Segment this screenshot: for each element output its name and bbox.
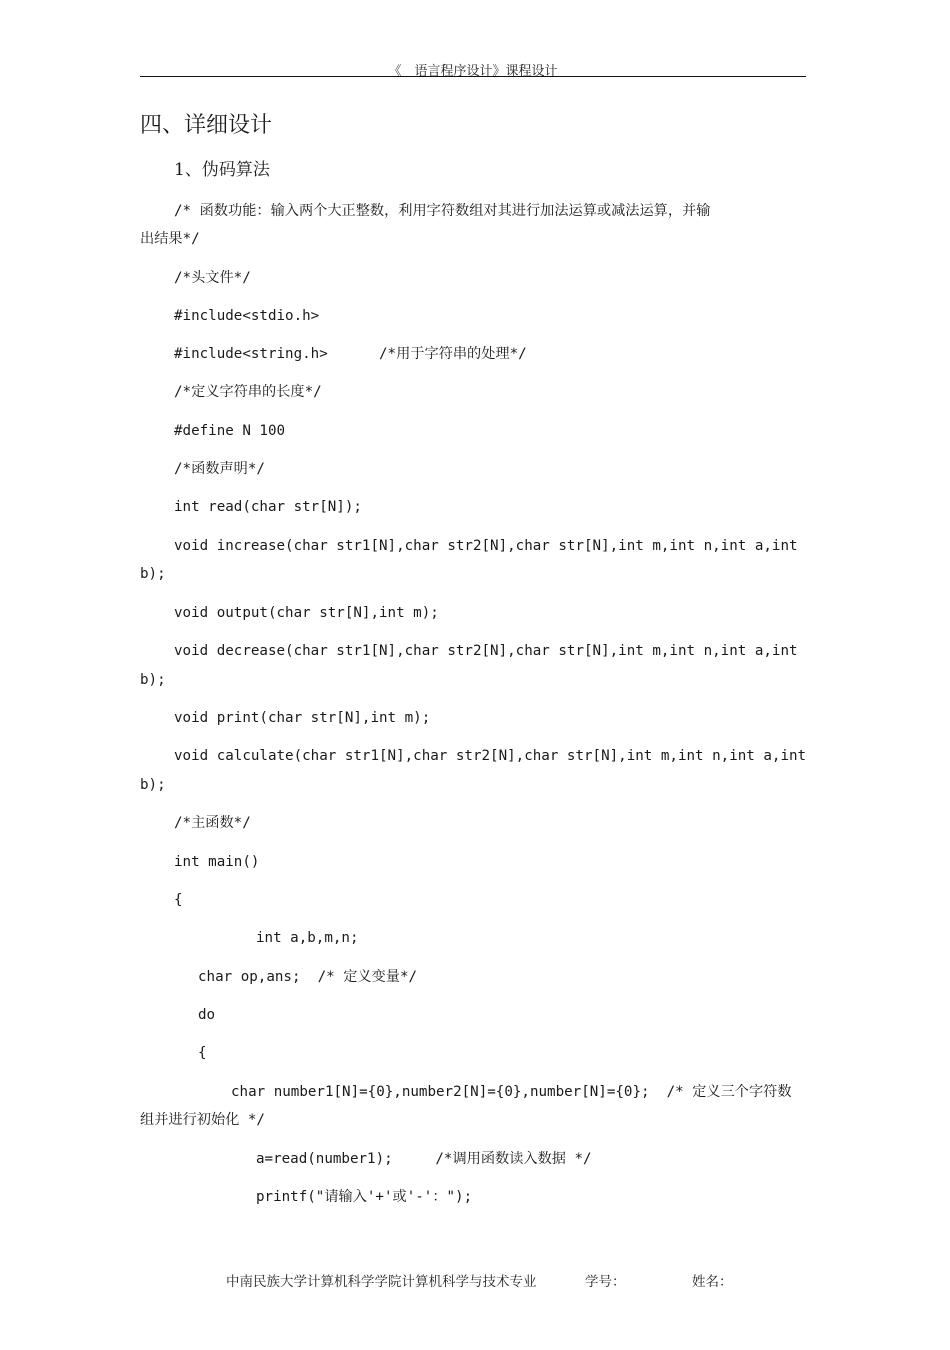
- subsection-heading: 1、伪码算法: [174, 160, 270, 180]
- page-header-title: 《 语言程序设计》课程设计: [388, 64, 558, 79]
- code-line: int main(): [174, 854, 260, 870]
- code-line: do: [198, 1007, 216, 1023]
- code-line: /*定义字符串的长度*/: [174, 384, 322, 400]
- code-line: b);: [140, 566, 166, 582]
- header-divider: [140, 76, 806, 77]
- footer-institution: 中南民族大学计算机科学学院计算机科学与技术专业: [226, 1274, 537, 1290]
- code-line: void calculate(char str1[N],char str2[N],char str[N],int m,int n,int a,int: [174, 748, 807, 764]
- code-line: /*头文件*/: [174, 270, 251, 286]
- code-line: {: [174, 892, 183, 908]
- page-footer: [0, 1270, 950, 1350]
- code-line: int a,b,m,n;: [256, 930, 359, 946]
- footer-name-label: 姓名：: [692, 1274, 733, 1290]
- code-line: b);: [140, 672, 166, 688]
- code-line: int read(char str[N]);: [174, 499, 362, 515]
- code-line: #include<string.h> /*用于字符串的处理*/: [174, 346, 527, 362]
- code-line: /*主函数*/: [174, 815, 251, 831]
- code-line: char number1[N]={0},number2[N]={0},number[N]={0}; /* 定义三个字符数: [231, 1084, 792, 1100]
- code-line: 组并进行初始化 */: [140, 1112, 265, 1128]
- footer-student-id-label: 学号：: [585, 1274, 626, 1290]
- code-line: a=read(number1); /*调用函数读入数据 */: [256, 1151, 592, 1167]
- code-line: void output(char str[N],int m);: [174, 605, 439, 621]
- section-heading: 四、详细设计: [140, 113, 273, 138]
- code-line: {: [198, 1045, 207, 1061]
- code-line: b);: [140, 777, 166, 793]
- code-line: printf("请输入'+'或'-'：");: [256, 1189, 473, 1205]
- code-line: 出结果*/: [140, 231, 200, 247]
- code-line: void increase(char str1[N],char str2[N],char str[N],int m,int n,int a,int: [174, 538, 798, 554]
- code-line: #define N 100: [174, 423, 286, 439]
- code-line: /*函数声明*/: [174, 461, 265, 477]
- code-line: void decrease(char str1[N],char str2[N],char str[N],int m,int n,int a,int: [174, 643, 798, 659]
- code-line: void print(char str[N],int m);: [174, 710, 431, 726]
- code-line: #include<stdio.h>: [174, 308, 320, 324]
- code-line: /* 函数功能：输入两个大正整数，利用字符数组对其进行加法运算或减法运算，并输: [174, 203, 711, 219]
- code-line: char op,ans; /* 定义变量*/: [198, 969, 418, 985]
